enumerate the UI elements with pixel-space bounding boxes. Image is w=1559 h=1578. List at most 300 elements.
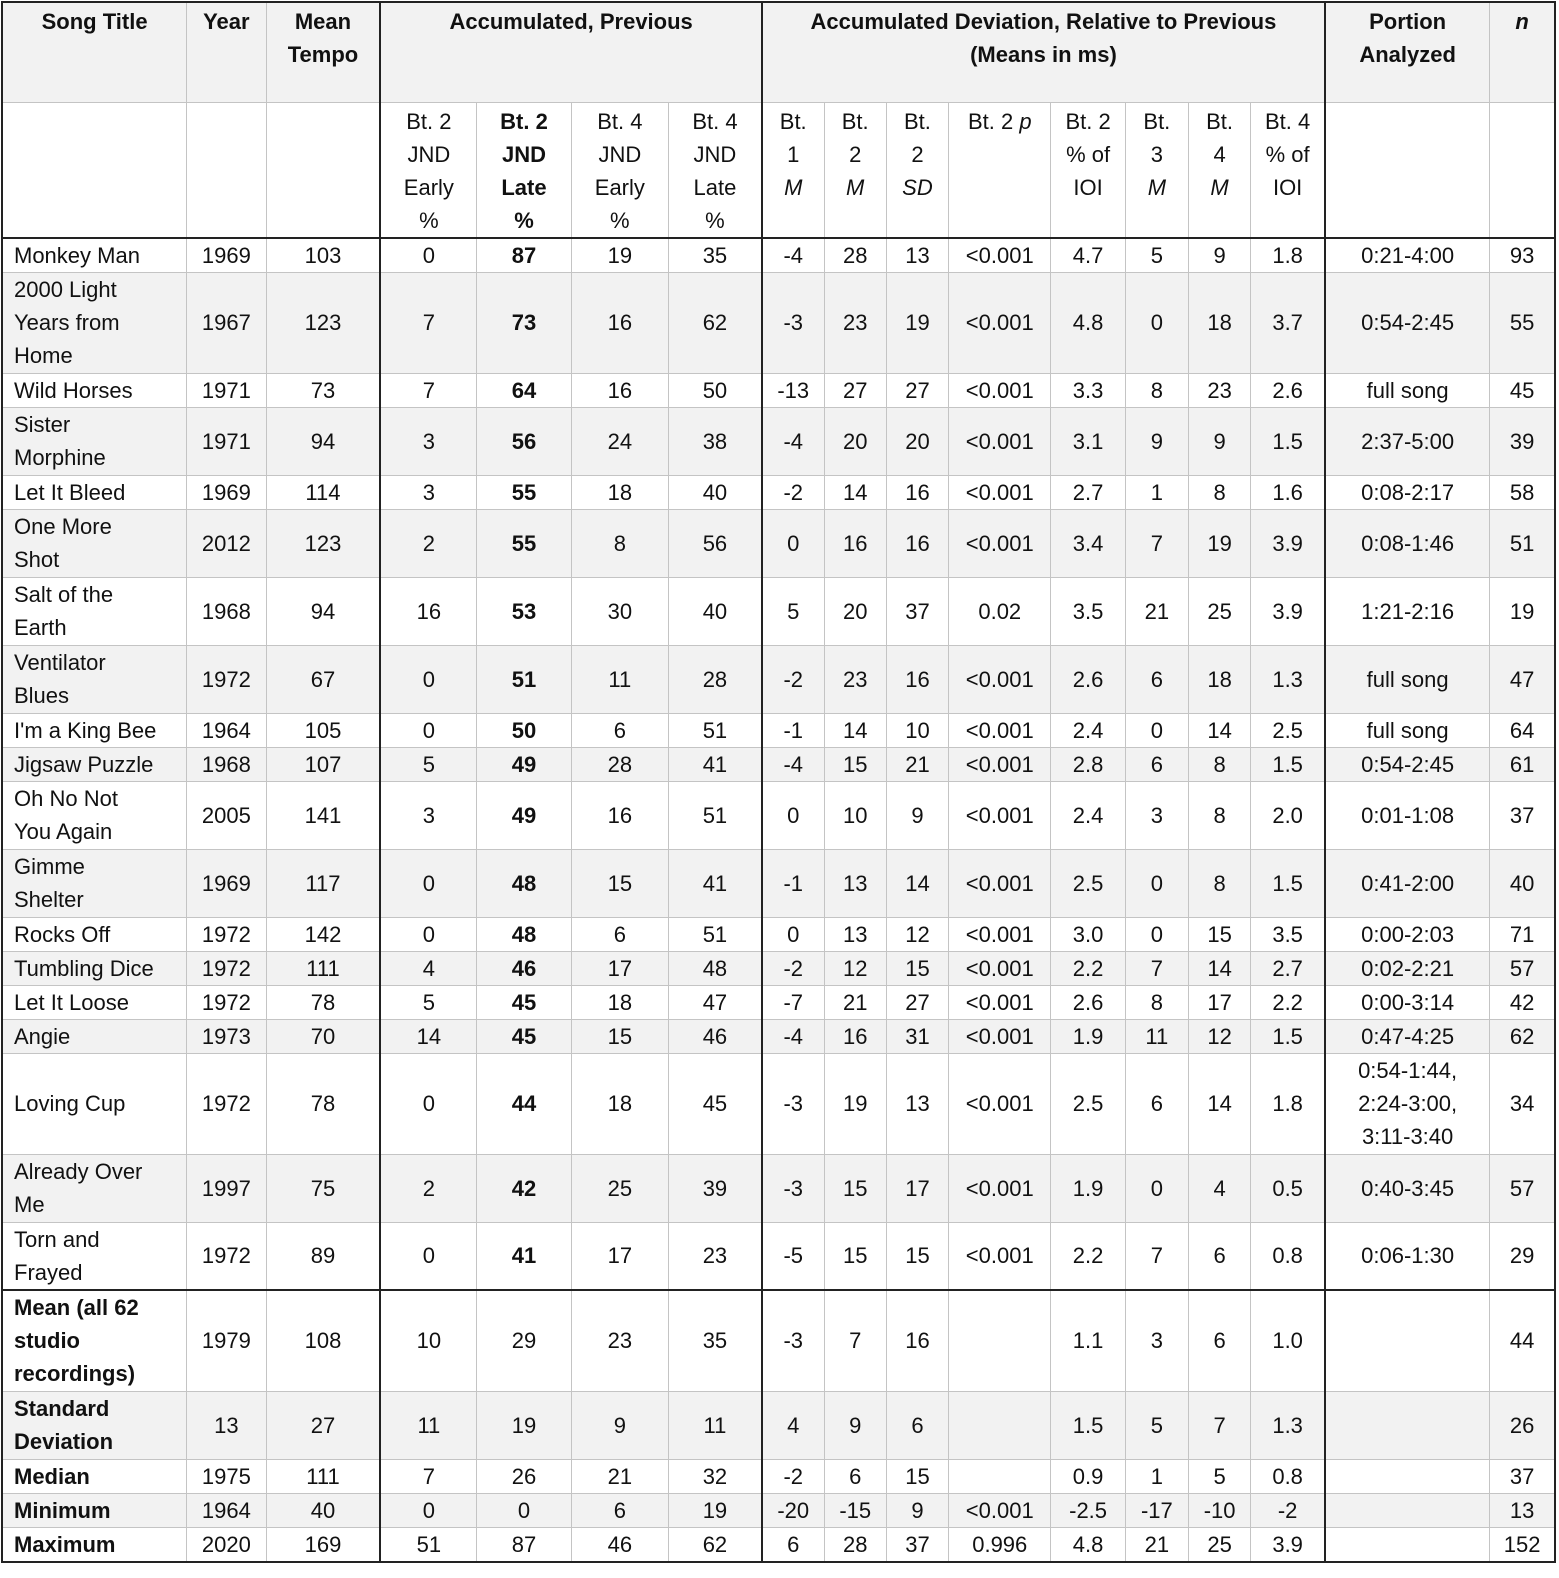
cell-l4: 35: [669, 1290, 762, 1391]
subheader-text: Bt. 2: [967, 108, 1020, 134]
cell-m2: 20: [824, 577, 886, 645]
cell-tempo: 67: [266, 645, 380, 713]
cell-m2: 19: [824, 1053, 886, 1154]
subheader-text: Bt.: [1206, 108, 1234, 134]
header-accumulated-previous: Accumulated, Previous: [380, 2, 761, 102]
song-title-text: Maximum: [14, 1531, 116, 1557]
cell-e2: 0: [380, 238, 476, 273]
cell-e2: 0: [380, 1053, 476, 1154]
cell-p2: <0.001: [949, 1222, 1051, 1290]
cell-e2: 11: [380, 1391, 476, 1459]
portion-text: 2:37-5:00: [1361, 428, 1455, 454]
cell-sd2: 16: [886, 645, 948, 713]
cell-m1: -1: [762, 849, 824, 917]
cell-ioi2: 3.3: [1051, 373, 1125, 407]
cell-m2: 15: [824, 1154, 886, 1222]
n-cell: 58: [1490, 475, 1555, 509]
cell-e4: 30: [571, 577, 668, 645]
cell-ioi4: 1.3: [1251, 1391, 1325, 1459]
cell-m2: 9: [824, 1391, 886, 1459]
cell-m1: -4: [762, 407, 824, 475]
portion-cell: [1325, 985, 1490, 1019]
cell-l4: 28: [669, 645, 762, 713]
cell-m3: 7: [1125, 509, 1188, 577]
cell-m4: 23: [1188, 373, 1250, 407]
cell-e2: 10: [380, 1290, 476, 1391]
cell-tempo: 111: [266, 1459, 380, 1493]
subheader-text: M: [846, 174, 865, 200]
cell-m1: -3: [762, 1290, 824, 1391]
cell-e2: 0: [380, 713, 476, 747]
cell-ioi2: 2.6: [1051, 985, 1125, 1019]
summary-row: [2, 1493, 1555, 1527]
song-title-text: Me: [14, 1192, 45, 1217]
subheader-cell: [886, 102, 948, 238]
portion-text: full song: [1366, 666, 1449, 692]
n-cell: 51: [1490, 509, 1555, 577]
table-row: [2, 238, 1555, 273]
cell-ioi4: 1.5: [1251, 747, 1325, 781]
cell-m1: -2: [762, 475, 824, 509]
subheader-cell: [571, 102, 668, 238]
song-title-cell: [2, 781, 187, 849]
cell-ioi4: 0.5: [1251, 1154, 1325, 1222]
song-title-text: Jigsaw Puzzle: [14, 751, 154, 777]
cell-year: 1972: [187, 1053, 266, 1154]
table-row: [2, 1222, 1555, 1290]
cell-m2: 13: [824, 917, 886, 951]
cell-l4: 51: [669, 713, 762, 747]
header-portion-analyzed: [1325, 2, 1490, 102]
cell-ioi4: 3.7: [1251, 272, 1325, 373]
cell-ioi2: 2.7: [1051, 475, 1125, 509]
n-cell: 37: [1490, 781, 1555, 849]
portion-cell: [1325, 1391, 1490, 1459]
cell-sd2: 19: [886, 272, 948, 373]
cell-tempo: 75: [266, 1154, 380, 1222]
cell-m1: -3: [762, 1154, 824, 1222]
table-row: [2, 917, 1555, 951]
cell-sd2: 13: [886, 238, 948, 273]
cell-m1: -3: [762, 272, 824, 373]
portion-cell: [1325, 917, 1490, 951]
n-cell: 42: [1490, 985, 1555, 1019]
cell-p2: <0.001: [949, 238, 1051, 273]
song-title-text: Deviation: [14, 1429, 114, 1454]
summary-row: [2, 1290, 1555, 1391]
cell-l4: 38: [669, 407, 762, 475]
cell-sd2: 16: [886, 509, 948, 577]
portion-text: 0:54-2:45: [1361, 751, 1455, 777]
table-row: [2, 407, 1555, 475]
cell-tempo: 107: [266, 747, 380, 781]
table-row: [2, 713, 1555, 747]
cell-e4: 17: [571, 1222, 668, 1290]
cell-year: 1969: [187, 238, 266, 273]
cell-e4: 15: [571, 1019, 668, 1053]
portion-text: 0:54-2:45: [1361, 310, 1455, 335]
cell-tempo: 27: [266, 1391, 380, 1459]
portion-cell: [1325, 1222, 1490, 1290]
header-mean-tempo: [266, 2, 380, 102]
cell-m2: 23: [824, 272, 886, 373]
cell-m2: 21: [824, 985, 886, 1019]
cell-m3: -17: [1125, 1493, 1188, 1527]
n-cell: 34: [1490, 1053, 1555, 1154]
song-title-text: Shelter: [14, 887, 84, 912]
cell-sd2: 10: [886, 713, 948, 747]
portion-cell: [1325, 1053, 1490, 1154]
summary-row: [2, 1459, 1555, 1493]
cell-year: 1969: [187, 475, 266, 509]
cell-sd2: 15: [886, 1459, 948, 1493]
cell-tempo: 73: [266, 373, 380, 407]
song-title-cell: [2, 985, 187, 1019]
cell-e2: 3: [380, 781, 476, 849]
cell-e2: 0: [380, 917, 476, 951]
cell-e4: 16: [571, 781, 668, 849]
cell-l4: 40: [669, 475, 762, 509]
song-title-text: One More: [14, 514, 112, 539]
song-title-text: Earth: [14, 615, 67, 640]
subheader-text: Bt. 2: [500, 108, 548, 134]
n-cell: 62: [1490, 1019, 1555, 1053]
song-title-cell: [2, 1222, 187, 1290]
song-title-text: I'm a King Bee: [14, 717, 157, 743]
table-row: [2, 577, 1555, 645]
cell-m2: 28: [824, 238, 886, 273]
cell-m4: 14: [1188, 713, 1250, 747]
cell-sd2: 6: [886, 1391, 948, 1459]
cell-ioi2: 2.6: [1051, 645, 1125, 713]
cell-year: 1969: [187, 849, 266, 917]
portion-cell: [1325, 1527, 1490, 1562]
cell-m2: -15: [824, 1493, 886, 1527]
subheader-empty-cell: [1325, 102, 1490, 238]
song-title-text: Rocks Off: [14, 921, 111, 947]
song-title-text: studio: [14, 1328, 80, 1354]
cell-m3: 0: [1125, 917, 1188, 951]
subheader-text: p: [1019, 108, 1032, 134]
cell-m4: 6: [1188, 1222, 1250, 1290]
n-cell: 57: [1490, 951, 1555, 985]
song-title-text: Minimum: [14, 1497, 111, 1523]
cell-ioi4: 3.9: [1251, 1527, 1325, 1562]
table-row: [2, 509, 1555, 577]
subheader-text: %: [610, 207, 630, 233]
cell-l4: 41: [669, 747, 762, 781]
portion-cell: [1325, 272, 1490, 373]
portion-text: 3:11-3:40: [1361, 1124, 1454, 1149]
cell-m4: 6: [1188, 1290, 1250, 1391]
cell-e4: 18: [571, 475, 668, 509]
song-title-text: Oh No Not: [14, 786, 118, 811]
cell-sd2: 12: [886, 917, 948, 951]
subheader-text: % of: [1066, 141, 1111, 167]
portion-cell: [1325, 951, 1490, 985]
cell-p2: <0.001: [949, 951, 1051, 985]
cell-sd2: 31: [886, 1019, 948, 1053]
cell-ioi4: 1.6: [1251, 475, 1325, 509]
cell-e4: 11: [571, 645, 668, 713]
cell-l4: 19: [669, 1493, 762, 1527]
cell-year: 1973: [187, 1019, 266, 1053]
cell-sd2: 15: [886, 951, 948, 985]
cell-m2: 20: [824, 407, 886, 475]
table-row: [2, 849, 1555, 917]
portion-text: 0:08-2:17: [1361, 479, 1455, 505]
cell-tempo: 89: [266, 1222, 380, 1290]
cell-l4: 45: [669, 1053, 762, 1154]
cell-p2: [949, 1290, 1051, 1391]
cell-sd2: 9: [886, 781, 948, 849]
cell-p2: <0.001: [949, 509, 1051, 577]
cell-tempo: 70: [266, 1019, 380, 1053]
cell-ioi2: 2.2: [1051, 1222, 1125, 1290]
cell-ioi4: 0.8: [1251, 1222, 1325, 1290]
table-row: [2, 475, 1555, 509]
cell-m3: 0: [1125, 713, 1188, 747]
cell-m1: -7: [762, 985, 824, 1019]
cell-e4: 17: [571, 951, 668, 985]
n-cell: 64: [1490, 713, 1555, 747]
cell-l4: 47: [669, 985, 762, 1019]
header-year: Year: [187, 2, 266, 102]
cell-l4: 62: [669, 272, 762, 373]
subheader-text: Early: [403, 174, 454, 200]
cell-year: 1968: [187, 577, 266, 645]
cell-ioi2: 1.9: [1051, 1019, 1125, 1053]
cell-l4: 23: [669, 1222, 762, 1290]
song-title-cell: [2, 272, 187, 373]
subheader-text: Bt.: [903, 108, 931, 134]
portion-text: full song: [1366, 377, 1449, 403]
cell-m4: 14: [1188, 951, 1250, 985]
song-title-cell: [2, 1053, 187, 1154]
cell-tempo: 103: [266, 238, 380, 273]
header-n-text: n: [1515, 9, 1529, 34]
subheader-text: Early: [594, 174, 645, 200]
portion-cell: [1325, 1290, 1490, 1391]
cell-m4: 8: [1188, 849, 1250, 917]
portion-text: full song: [1366, 717, 1449, 743]
cell-ioi4: 2.6: [1251, 373, 1325, 407]
cell-tempo: 105: [266, 713, 380, 747]
cell-l2: 50: [477, 713, 571, 747]
n-cell: 29: [1490, 1222, 1555, 1290]
portion-text: 2:24-3:00,: [1358, 1091, 1458, 1116]
cell-m4: 17: [1188, 985, 1250, 1019]
cell-year: 1971: [187, 407, 266, 475]
cell-m2: 16: [824, 1019, 886, 1053]
cell-year: 1964: [187, 713, 266, 747]
subheader-text: Bt.: [779, 108, 807, 134]
cell-e4: 16: [571, 373, 668, 407]
cell-l4: 40: [669, 577, 762, 645]
cell-m1: 0: [762, 917, 824, 951]
cell-ioi4: 1.5: [1251, 407, 1325, 475]
header-song-title: Song Title: [2, 2, 187, 102]
song-title-text: Loving Cup: [14, 1091, 126, 1116]
cell-e4: 24: [571, 407, 668, 475]
song-title-text: Tumbling Dice: [14, 955, 154, 981]
subheader-text: Bt. 2: [406, 108, 452, 134]
song-title-text: Morphine: [14, 445, 106, 470]
subheader-cell: [949, 102, 1051, 238]
portion-text: 1:21-2:16: [1361, 598, 1455, 624]
cell-year: 1979: [187, 1290, 266, 1391]
cell-m2: 6: [824, 1459, 886, 1493]
subheader-text: Bt. 4: [692, 108, 738, 134]
cell-p2: [949, 1459, 1051, 1493]
cell-e4: 18: [571, 1053, 668, 1154]
cell-year: 1972: [187, 645, 266, 713]
subheader-text: Late: [693, 174, 737, 200]
cell-sd2: 13: [886, 1053, 948, 1154]
portion-text: 0:41-2:00: [1361, 870, 1455, 896]
cell-l2: 73: [477, 272, 571, 373]
cell-m2: 23: [824, 645, 886, 713]
cell-e2: 0: [380, 1493, 476, 1527]
cell-m3: 21: [1125, 1527, 1188, 1562]
cell-ioi4: 2.0: [1251, 781, 1325, 849]
cell-tempo: 169: [266, 1527, 380, 1562]
cell-tempo: 78: [266, 1053, 380, 1154]
song-title-cell: [2, 475, 187, 509]
portion-cell: [1325, 781, 1490, 849]
cell-l2: 51: [477, 645, 571, 713]
cell-e4: 15: [571, 849, 668, 917]
portion-cell: [1325, 509, 1490, 577]
cell-p2: 0.996: [949, 1527, 1051, 1562]
cell-ioi4: 3.9: [1251, 577, 1325, 645]
cell-ioi2: 2.8: [1051, 747, 1125, 781]
cell-p2: <0.001: [949, 781, 1051, 849]
cell-sd2: 14: [886, 849, 948, 917]
cell-ioi4: 1.8: [1251, 238, 1325, 273]
cell-e2: 3: [380, 475, 476, 509]
portion-cell: [1325, 1493, 1490, 1527]
cell-ioi4: 2.5: [1251, 713, 1325, 747]
portion-text: 0:00-3:14: [1361, 989, 1455, 1015]
cell-e2: 2: [380, 1154, 476, 1222]
n-cell: 57: [1490, 1154, 1555, 1222]
cell-m1: -5: [762, 1222, 824, 1290]
cell-m2: 14: [824, 475, 886, 509]
cell-p2: [949, 1391, 1051, 1459]
cell-p2: <0.001: [949, 849, 1051, 917]
header-accumulated-deviation-line: Accumulated Deviation, Relative to Previous: [810, 9, 1277, 34]
subheader-text: Bt. 4: [1265, 108, 1311, 134]
song-title-cell: [2, 1019, 187, 1053]
table-row: [2, 985, 1555, 1019]
table-body: [2, 238, 1555, 1562]
cell-e4: 6: [571, 713, 668, 747]
cell-m1: -1: [762, 713, 824, 747]
cell-l4: 35: [669, 238, 762, 273]
cell-ioi2: 2.4: [1051, 713, 1125, 747]
cell-sd2: 27: [886, 985, 948, 1019]
cell-year: 1972: [187, 1222, 266, 1290]
cell-m4: 18: [1188, 645, 1250, 713]
subheader-text: Bt.: [841, 108, 869, 134]
cell-p2: <0.001: [949, 272, 1051, 373]
cell-sd2: 16: [886, 475, 948, 509]
table-row: [2, 747, 1555, 781]
n-cell: 26: [1490, 1391, 1555, 1459]
portion-text: 0:06-1:30: [1361, 1243, 1455, 1269]
song-title-cell: [2, 1527, 187, 1562]
subheader-cell: [477, 102, 571, 238]
table-row: [2, 1053, 1555, 1154]
cell-sd2: 17: [886, 1154, 948, 1222]
subheader-text: Bt. 4: [597, 108, 643, 134]
cell-l2: 26: [477, 1459, 571, 1493]
song-title-cell: [2, 407, 187, 475]
cell-ioi4: 0.8: [1251, 1459, 1325, 1493]
cell-m1: 5: [762, 577, 824, 645]
n-cell: 71: [1490, 917, 1555, 951]
song-title-text: Already Over: [14, 1159, 143, 1184]
cell-m2: 14: [824, 713, 886, 747]
cell-p2: <0.001: [949, 747, 1051, 781]
cell-m2: 27: [824, 373, 886, 407]
cell-m1: -4: [762, 747, 824, 781]
cell-l2: 45: [477, 1019, 571, 1053]
cell-m3: 3: [1125, 1290, 1188, 1391]
subheader-empty-cell: [187, 102, 266, 238]
song-title-cell: [2, 1459, 187, 1493]
cell-m4: 8: [1188, 781, 1250, 849]
cell-m2: 12: [824, 951, 886, 985]
cell-m4: -10: [1188, 1493, 1250, 1527]
n-cell: 37: [1490, 1459, 1555, 1493]
cell-e2: 3: [380, 407, 476, 475]
cell-p2: <0.001: [949, 407, 1051, 475]
cell-l2: 42: [477, 1154, 571, 1222]
song-title-text: Gimme: [14, 854, 85, 879]
n-cell: 13: [1490, 1493, 1555, 1527]
cell-e4: 6: [571, 917, 668, 951]
cell-l2: 56: [477, 407, 571, 475]
cell-m4: 18: [1188, 272, 1250, 373]
subheader-empty-cell: [266, 102, 380, 238]
cell-sd2: 37: [886, 1527, 948, 1562]
portion-cell: [1325, 238, 1490, 273]
portion-text: 0:01-1:08: [1361, 802, 1455, 828]
cell-ioi2: 4.8: [1051, 1527, 1125, 1562]
cell-e2: 5: [380, 747, 476, 781]
cell-l2: 49: [477, 781, 571, 849]
cell-year: 2012: [187, 509, 266, 577]
cell-p2: <0.001: [949, 917, 1051, 951]
cell-tempo: 94: [266, 577, 380, 645]
cell-p2: <0.001: [949, 645, 1051, 713]
subheader-empty-cell: [1490, 102, 1555, 238]
table-row: [2, 951, 1555, 985]
cell-l2: 19: [477, 1391, 571, 1459]
cell-l2: 46: [477, 951, 571, 985]
cell-ioi2: 2.5: [1051, 849, 1125, 917]
header-portion-line: Analyzed: [1359, 42, 1456, 67]
cell-l4: 51: [669, 917, 762, 951]
cell-e4: 46: [571, 1527, 668, 1562]
song-title-cell: [2, 1493, 187, 1527]
cell-l4: 62: [669, 1527, 762, 1562]
cell-e2: 4: [380, 951, 476, 985]
cell-m2: 10: [824, 781, 886, 849]
subheader-text: Bt. 2: [1065, 108, 1111, 134]
